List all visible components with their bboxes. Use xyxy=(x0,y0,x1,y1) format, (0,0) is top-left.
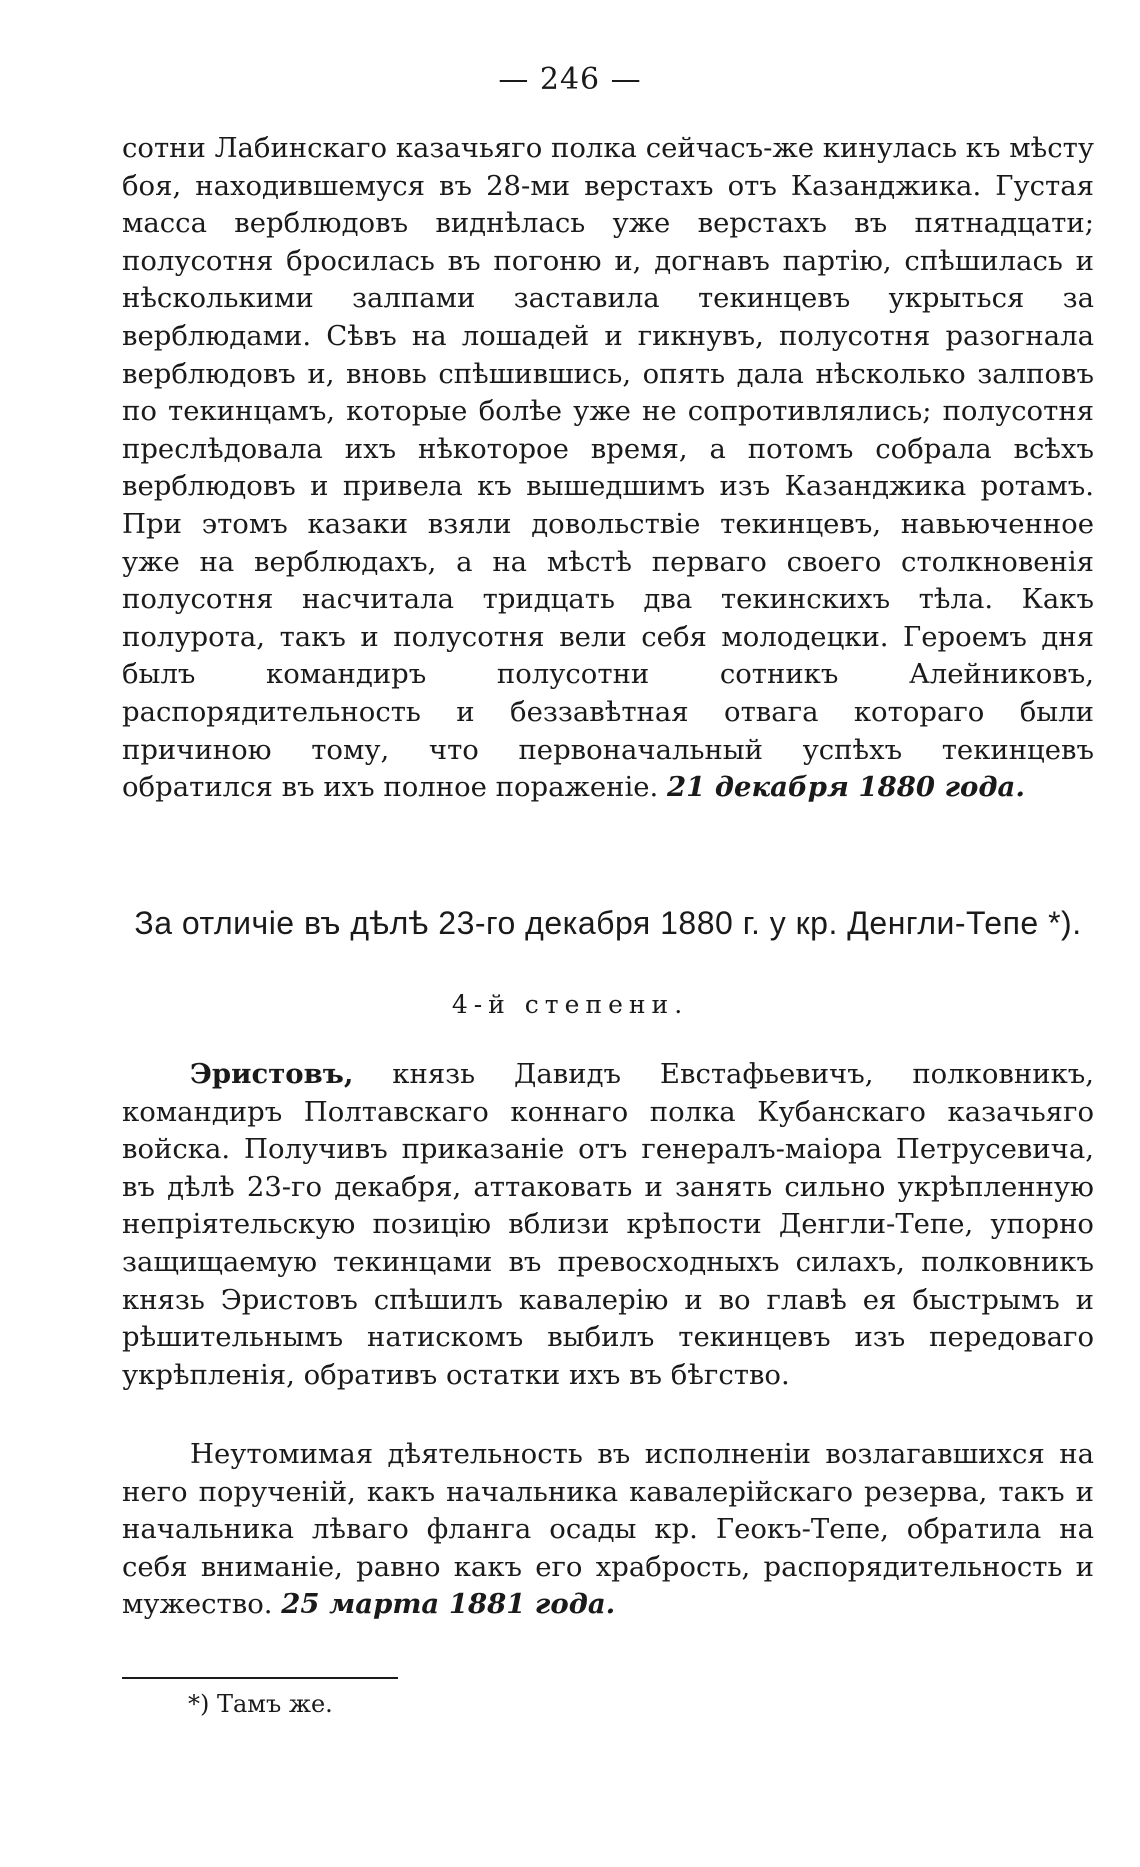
footnote: *) Тамъ же. xyxy=(188,1690,333,1718)
page-number: — 246 — xyxy=(498,62,642,97)
person-name: Эристовъ, xyxy=(190,1058,354,1090)
footnote-divider xyxy=(122,1677,398,1679)
paragraph-3-text: Неутомимая дѣятельность въ исполненіи возлагавшихся на него порученій, какъ начальника кавалерійскаго резерва, такъ и начальника лѣваго фланга осады кр. Геокъ-Тепе, обратила на себя вниманіе, равно какъ его храбрость, распорядительность и мужество. xyxy=(122,1438,1094,1621)
paragraph-1-date: 21 декабря 1880 года. xyxy=(667,771,1025,804)
section-subheading: 4-й степени. xyxy=(451,990,689,1019)
paragraph-1-text: сотни Лабинскаго казачьяго полка сейчасъ-же кинулась къ мѣсту боя, находившемуся въ 28-ми верстахъ отъ Казанджика. Густая масса верблюдовъ виднѣлась уже верстахъ въ пятнадцати; полусотня бросилась въ погоню и, догнавъ партію, спѣшилась и нѣсколькими залпами заставила текинцевъ укрыться за верблюдами. Сѣвъ на лошадей и гикнувъ, полусотня разогнала верблюдовъ и, вновь спѣшившись, опять дала нѣсколько залповъ по текинцамъ, которые болѣе уже не сопротивлялись; полусотня преслѣдовала ихъ нѣкоторое время, а потомъ собрала всѣхъ верблюдовъ и привела къ вышедшимъ изъ Казанджика ротамъ. При этомъ казаки взяли довольствіе текинцевъ, навьюченное уже на верблюдахъ, а на мѣстѣ перваго своего столкновенія полусотня насчитала тридцать два текинскихъ тѣла. Какъ полурота, такъ и полусотня вели себя молодецки. Героемъ дня былъ командиръ полусотни сотникъ Алейниковъ, распорядительность и беззавѣтная отвага котораго были причиною тому, что первоначальный успѣхъ текинцевъ обратился въ ихъ полное пораженіе. xyxy=(122,132,1094,804)
paragraph-3-date: 25 марта 1881 года. xyxy=(281,1588,616,1621)
paragraph-2-text: князь Давидъ Евстафьевичъ, полковникъ, командиръ Полтавскаго коннаго полка Кубанскаго казачьяго войска. Получивъ приказаніе отъ генералъ-маіора Петрусевича, въ дѣлѣ 23-го декабря, аттаковать и занять сильно укрѣпленную непріятельскую позицію вблизи крѣпости Денгли-Тепе, упорно защищаемую текинцами въ превосходныхъ силахъ, полковникъ князь Эристовъ спѣшилъ кавалерію и во главѣ ея быстрымъ и рѣшительнымъ натискомъ выбилъ текинцевъ изъ передоваго укрѣпленія, обративъ остатки ихъ въ бѣгство. xyxy=(122,1058,1094,1391)
paragraph-2 xyxy=(122,1056,1094,1394)
paragraph-3 xyxy=(122,1436,1094,1624)
section-heading: За отличіе въ дѣлѣ 23-го декабря 1880 г. у кр. Денгли-Тепе *). xyxy=(134,905,1082,941)
paragraph-1 xyxy=(122,130,1094,807)
